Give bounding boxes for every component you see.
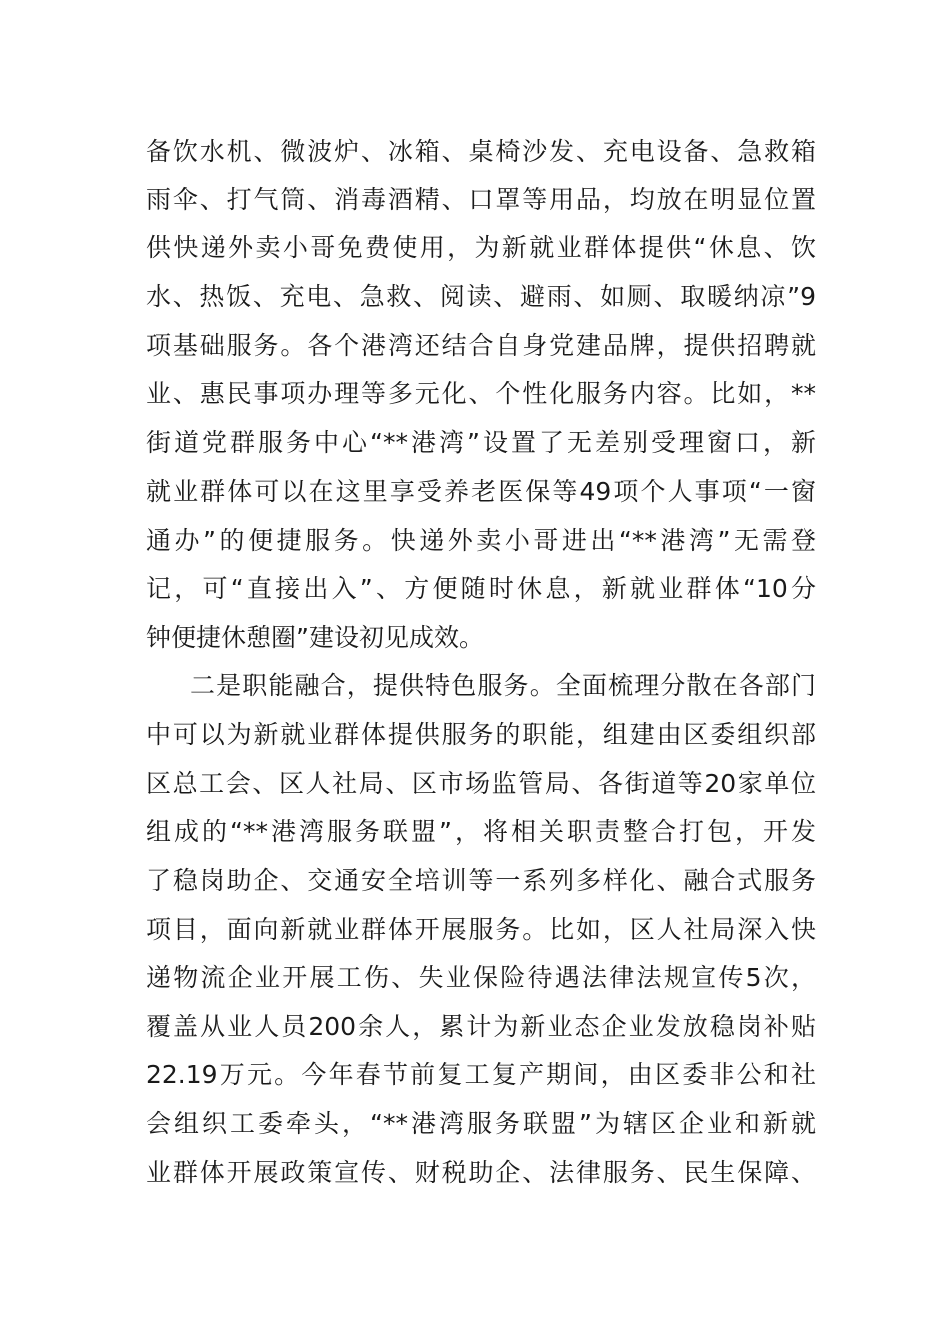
- paragraph-end-line: 钟便捷休憩圈”建设初见成效。: [146, 623, 484, 652]
- text-line: 项基础服务。各个港湾还结合自身党建品牌，提供招聘就: [146, 331, 816, 360]
- text-line: 会组织工委牵头，“**港湾服务联盟”为辖区企业和新就: [146, 1109, 816, 1138]
- text-line: 组成的“**港湾服务联盟”，将相关职责整合打包，开发: [146, 817, 816, 846]
- text-line: 了稳岗助企、交通安全培训等一系列多样化、融合式服务: [146, 866, 816, 895]
- text-line: 街道党群服务中心“**港湾”设置了无差别受理窗口，新: [146, 428, 816, 457]
- text-line: 中可以为新就业群体提供服务的职能，组建由区委组织部: [146, 720, 816, 749]
- text-line: 记，可“直接出入”、方便随时休息，新就业群体“10分: [146, 574, 816, 603]
- text-line: 雨伞、打气筒、消毒酒精、口罩等用品，均放在明显位置: [146, 185, 816, 214]
- text-line: 供快递外卖小哥免费使用，为新就业群体提供“休息、饮: [146, 233, 816, 262]
- text-line: 就业群体可以在这里享受养老医保等49项个人事项“一窗: [146, 477, 816, 506]
- text-line: 区总工会、区人社局、区市场监管局、各街道等20家单位: [146, 769, 816, 798]
- paragraph-heading-line: 二是职能融合，提供特色服务。全面梳理分散在各部门: [190, 671, 816, 700]
- text-line: 备饮水机、微波炉、冰箱、桌椅沙发、充电设备、急救箱: [146, 137, 816, 166]
- text-line: 覆盖从业人员200余人，累计为新业态企业发放稳岗补贴: [146, 1012, 816, 1041]
- text-line: 递物流企业开展工伤、失业保险待遇法律法规宣传5次，: [146, 963, 816, 992]
- text-line: 业群体开展政策宣传、财税助企、法律服务、民生保障、: [146, 1158, 816, 1187]
- text-line: 22.19万元。今年春节前复工复产期间，由区委非公和社: [146, 1060, 816, 1089]
- text-line: 水、热饭、充电、急救、阅读、避雨、如厕、取暖纳凉”9: [146, 282, 816, 311]
- text-line: 项目，面向新就业群体开展服务。比如，区人社局深入快: [146, 915, 816, 944]
- text-line: 业、惠民事项办理等多元化、个性化服务内容。比如，**: [146, 379, 816, 408]
- text-line: 通办”的便捷服务。快递外卖小哥进出“**港湾”无需登: [146, 526, 816, 555]
